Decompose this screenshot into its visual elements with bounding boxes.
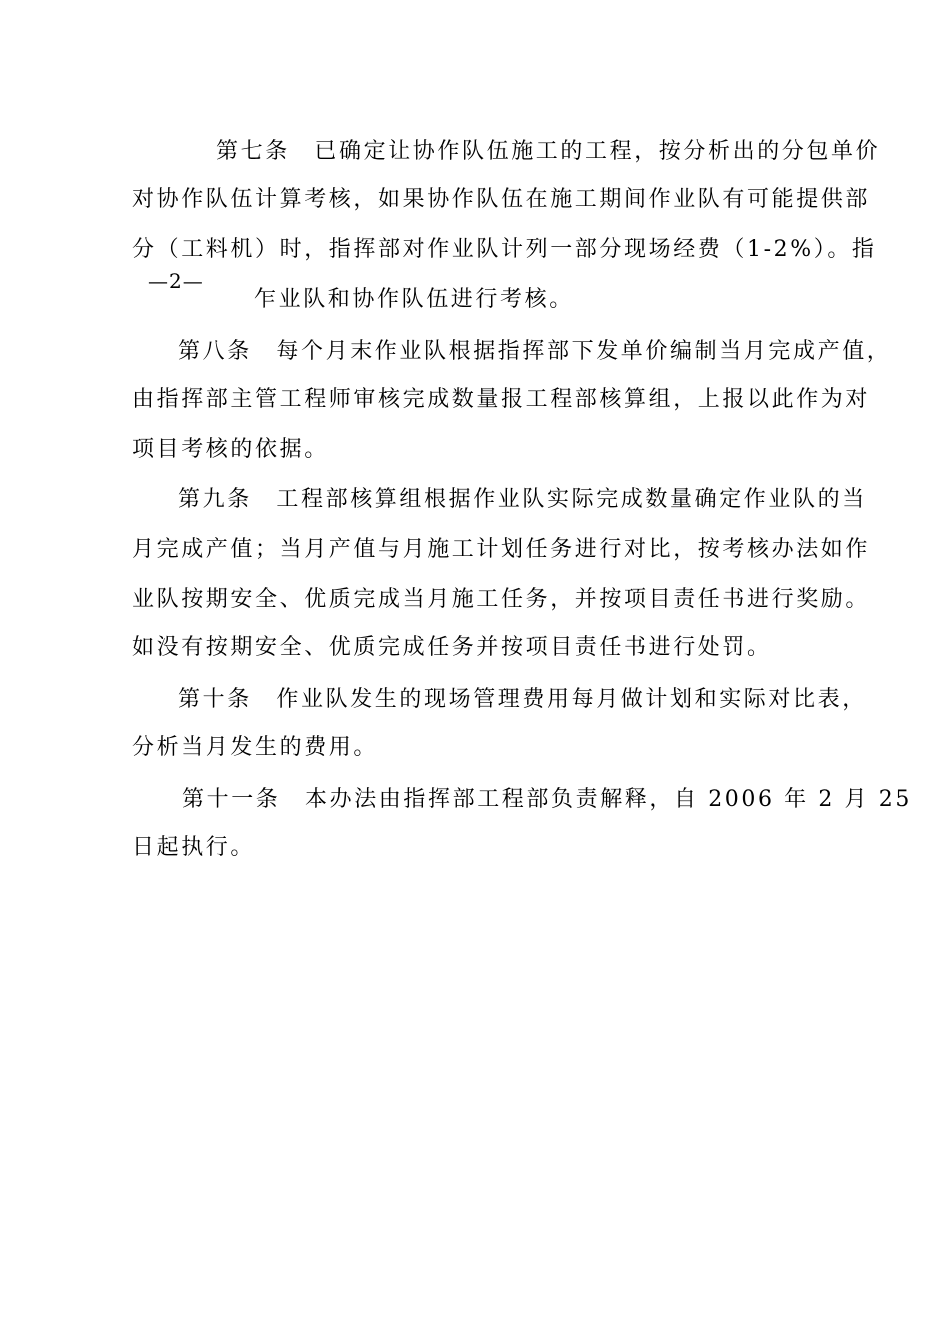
article-9-line-3: 业队按期安全、优质完成当月施工任务，并按项目责任书进行奖励。: [132, 587, 871, 612]
article-9-line-2: 月完成产值；当月产值与月施工计划任务进行对比，按考核办法如作: [132, 537, 871, 562]
article-10-line-2: 分析当月发生的费用。: [132, 735, 379, 760]
article-8-line-1: 第八条 每个月末作业队根据指挥部下发单价编制当月完成产值，: [178, 339, 892, 364]
article-9-line-4: 如没有按期安全、优质完成任务并按项目责任书进行处罚。: [132, 635, 772, 660]
article-7-line-3: 分（工料机）时，指挥部对作业队计列一部分现场经费（1-2%）。指: [132, 237, 877, 262]
page-number: —2—: [148, 269, 204, 293]
article-9-line-1: 第九条 工程部核算组根据作业队实际完成数量确定作业队的当: [178, 487, 867, 512]
article-7-line-4: 乍业队和协作队伍进行考核。: [254, 287, 574, 312]
article-7-line-1: 第七条 已确定让协作队伍施工的工程，按分析出的分包单价: [216, 139, 881, 164]
article-10-line-1: 第十条 作业队发生的现场管理费用每月做计划和实际对比表，: [178, 687, 867, 712]
article-11-line-2: 日起执行。: [132, 835, 256, 860]
article-8-line-3: 项目考核的依据。: [132, 437, 329, 462]
article-11-line-1: 第十一条 本办法由指挥部工程部负责解释，自 2006 年 2 月 25: [182, 787, 912, 812]
article-7-line-2: 对协作队伍计算考核，如果协作队伍在施工期间作业队有可能提供部: [132, 187, 871, 212]
article-8-line-2: 由指挥部主管工程师审核完成数量报工程部核算组，上报以此作为对: [132, 387, 871, 412]
